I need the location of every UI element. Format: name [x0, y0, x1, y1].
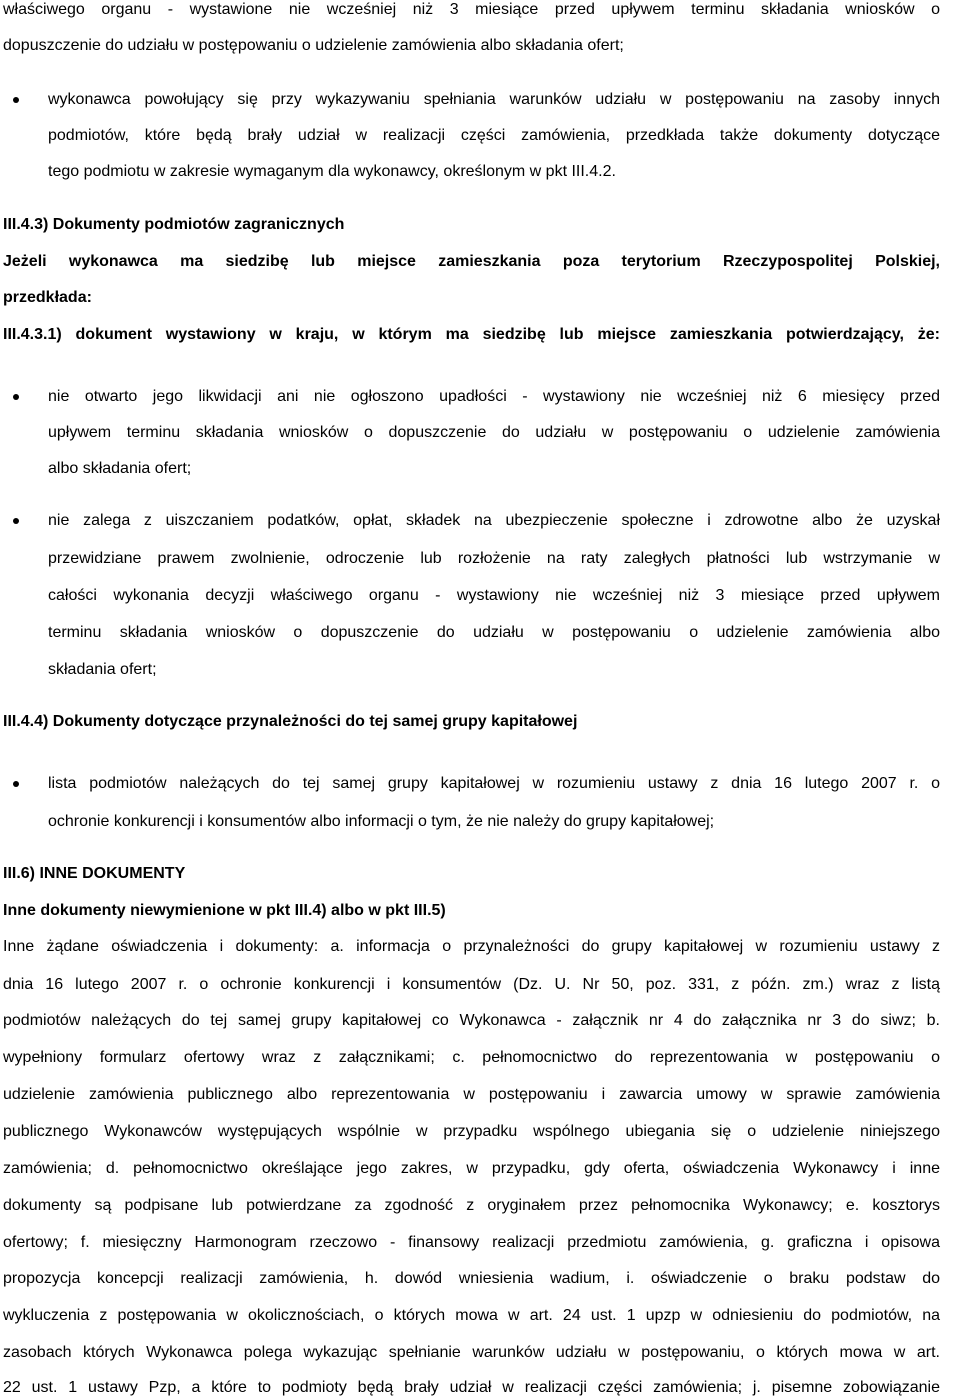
paragraph-line: dokumenty są podpisane lub potwierdzane za zgodność z oryginałem przez pełnomocnika Wykonawcy; e. kosztorys — [3, 1197, 940, 1214]
paragraph-line: wypełniony formularz ofertowy wraz z załącznikami; c. pełnomocnictwo do reprezentowania w postępowaniu o — [3, 1049, 940, 1066]
paragraph-line: propozycja koncepcji realizacji zamówienia, h. dowód wniesienia wadium, i. oświadczenie o braku podstaw do — [3, 1270, 940, 1287]
bullet-text-line: lista podmiotów należących do tej samej grupy kapitałowej w rozumieniu ustawy z dnia 16 lutego 2007 r. o — [48, 775, 940, 792]
bullet-text-line: składania ofert; — [48, 661, 157, 678]
sub-heading-foreign-document: III.4.3.1) dokument wystawiony w kraju, w którym ma siedzibę lub miejsce zamieszkania potwierdzający, że: — [3, 326, 940, 343]
bullet-continuation-line: właściwego organu - wystawione nie wcześniej niż 3 miesiące przed upływem terminu składania wniosków o — [3, 1, 940, 18]
paragraph-line: Inne żądane oświadczenia i dokumenty: a. informacja o przynależności do grupy kapitałowej w rozumieniu ustawy z — [3, 938, 940, 955]
bullet-dot — [13, 518, 19, 524]
paragraph-line: publicznego Wykonawców występujących wspólnie w przypadku wspólnego ubiegania się o udzielenie niniejszego — [3, 1123, 940, 1140]
section-heading-other-documents: III.6) INNE DOKUMENTY — [3, 865, 186, 882]
paragraph-line: ofertowy; f. miesięczny Harmonogram rzeczowo - finansowy realizacji przedmiotu zamówienia, g. graficzna i opisowa — [3, 1234, 940, 1251]
bullet-text-line: upływem terminu składania wniosków o dopuszczenie do udziału w postępowaniu o udzielenie zamówienia — [48, 424, 940, 441]
paragraph-line: 22 ust. 1 ustawy Pzp, a które to podmioty będą brały udział w realizacji części zamówienia; j. pisemne zobowiązanie — [3, 1379, 940, 1396]
paragraph-line: podmiotów należących do tej samej grupy kapitałowej co Wykonawca - załącznik nr 4 do załącznika nr 3 do siwz; b. — [3, 1012, 940, 1029]
section-intro-line: przedkłada: — [3, 289, 92, 306]
sub-heading-other-documents: Inne dokumenty niewymienione w pkt III.4) albo w pkt III.5) — [3, 902, 446, 919]
paragraph-line: udzielenie zamówienia publicznego albo reprezentowania w postępowaniu i zawarcia umowy w sprawie zamówienia — [3, 1086, 940, 1103]
section-heading-foreign: III.4.3) Dokumenty podmiotów zagranicznych — [3, 216, 345, 233]
bullet-text-line: wykonawca powołujący się przy wykazywaniu spełniania warunków udziału w postępowaniu na zasoby innych — [48, 91, 940, 108]
section-heading-capital-group: III.4.4) Dokumenty dotyczące przynależności do tej samej grupy kapitałowej — [3, 713, 578, 730]
bullet-text-line: podmiotów, które będą brały udział w realizacji części zamówienia, przedkłada także dokumenty dotyczące — [48, 127, 940, 144]
section-intro-line: Jeżeli wykonawca ma siedzibę lub miejsce zamieszkania poza terytorium Rzeczypospolitej Polskiej, — [3, 253, 940, 270]
bullet-continuation-line: dopuszczenie do udziału w postępowaniu o udzielenie zamówienia albo składania ofert; — [3, 37, 624, 54]
bullet-text-line: nie zalega z uiszczaniem podatków, opłat, składek na ubezpieczenie społeczne i zdrowotne albo że uzyskał — [48, 512, 940, 529]
bullet-text-line: przewidziane prawem zwolnienie, odroczenie lub rozłożenie na raty zaległych płatności lub wstrzymanie w — [48, 550, 940, 567]
bullet-dot — [13, 394, 19, 400]
bullet-dot — [13, 97, 19, 103]
paragraph-line: dnia 16 lutego 2007 r. o ochronie konkurencji i konsumentów (Dz. U. Nr 50, poz. 331, z późn. zm.) wraz z listą — [3, 976, 940, 993]
bullet-text-line: tego podmiotu w zakresie wymaganym dla wykonawcy, określonym w pkt III.4.2. — [48, 163, 616, 180]
paragraph-line: zamówienia; d. pełnomocnictwo określające jego zakres, w przypadku, gdy oferta, oświadczenia Wykonawcy i inne — [3, 1160, 940, 1177]
bullet-dot — [13, 781, 19, 787]
bullet-text-line: terminu składania wniosków o dopuszczenie do udziału w postępowaniu o udzielenie zamówienia albo — [48, 624, 940, 641]
bullet-text-line: albo składania ofert; — [48, 460, 192, 477]
bullet-text-line: ochronie konkurencji i konsumentów albo informacji o tym, że nie należy do grupy kapitałowej; — [48, 813, 715, 830]
bullet-text-line: nie otwarto jego likwidacji ani nie ogłoszono upadłości - wystawiony nie wcześniej niż 6 miesięcy przed — [48, 388, 940, 405]
bullet-text-line: całości wykonania decyzji właściwego organu - wystawiony nie wcześniej niż 3 miesiące przed upływem — [48, 587, 940, 604]
paragraph-line: wykluczenia z postępowania w okolicznościach, o których mowa w art. 24 ust. 1 upzp w odniesieniu do podmiotów, na — [3, 1307, 940, 1324]
paragraph-line: zasobach których Wykonawca polega wykazując spełnianie warunków udziału w postępowaniu, o których mowa w art. — [3, 1344, 940, 1361]
